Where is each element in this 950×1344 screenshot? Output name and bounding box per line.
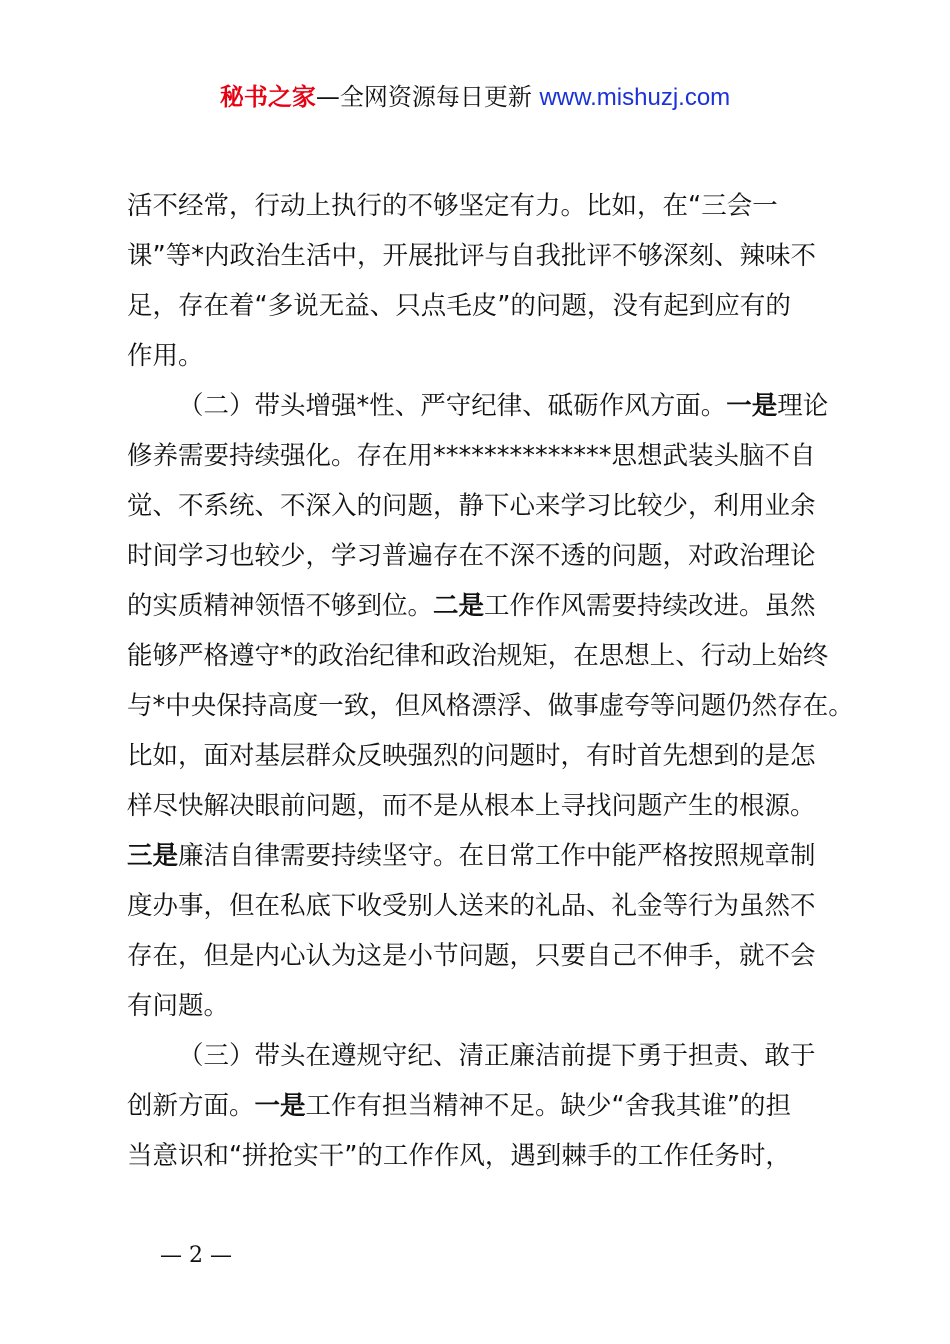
text-line: [127, 331, 837, 381]
bold-lead-phrase: 一是: [726, 391, 778, 421]
text-line: [127, 781, 837, 831]
text-run: 作用。: [127, 341, 204, 371]
text-line: [127, 1131, 837, 1181]
text-run: 样尽快解决眼前问题，而不是从根本上寻找问题产生的根源。: [127, 791, 816, 821]
text-run: 与*中央保持高度一致，但风格漂浮、做事虚夸等问题仍然存在。: [127, 691, 854, 721]
bold-lead-phrase: 三是: [127, 841, 179, 871]
text-line: [127, 481, 837, 531]
text-line: [127, 981, 837, 1031]
text-run: 课”等*内政治生活中，开展批评与自我批评不够深刻、辣味不: [127, 241, 816, 271]
text-line: [127, 431, 837, 481]
text-line: [127, 181, 837, 231]
text-run: 的实质精神领悟不够到位。: [127, 591, 434, 621]
text-run: 存在，但是内心认为这是小节问题，只要自己不伸手，就不会: [127, 941, 816, 971]
bold-lead-phrase: 二是: [433, 591, 485, 621]
text-run: 有问题。: [127, 991, 230, 1021]
text-line: [127, 931, 837, 981]
page-number: — 2 —: [160, 1243, 232, 1268]
text-run: 工作有担当精神不足。缺少“舍我其谁”的担: [305, 1091, 791, 1121]
text-run: 活不经常，行动上执行的不够坚定有力。比如，在“三会一: [127, 191, 778, 221]
text-line: [127, 631, 837, 681]
text-line: [127, 1031, 837, 1081]
brand-name: 秘书之家: [219, 83, 316, 111]
text-run: 度办事，但在私底下收受别人送来的礼品、礼金等行为虽然不: [127, 891, 816, 921]
text-line: [127, 1081, 837, 1131]
text-run: （三）带头在遵规守纪、清正廉洁前提下勇于担责、敢于: [178, 1041, 816, 1071]
text-run: 足，存在着“多说无益、只点毛皮”的问题，没有起到应有的: [127, 291, 791, 321]
site-url[interactable]: www.mishuzj.com: [539, 84, 731, 111]
text-line: [127, 281, 837, 331]
document-body: [127, 181, 854, 1181]
text-run: （二）带头增强*性、严守纪律、砥砺作风方面。: [178, 391, 727, 421]
text-line: [127, 231, 837, 281]
text-run: 比如，面对基层群众反映强烈的问题时，有时首先想到的是怎: [127, 741, 816, 771]
banner-slogan: —全网资源每日更新: [315, 83, 540, 111]
text-line: [127, 381, 837, 431]
site-banner: [0, 82, 950, 113]
text-run: 创新方面。: [127, 1091, 255, 1121]
text-line: [127, 831, 837, 881]
text-run: 廉洁自律需要持续坚守。在日常工作中能严格按照规章制: [178, 841, 816, 871]
text-run: 觉、不系统、不深入的问题，静下心来学习比较少，利用业余: [127, 491, 816, 521]
text-line: [127, 531, 837, 581]
text-run: 工作作风需要持续改进。虽然: [484, 591, 816, 621]
text-line: [127, 681, 854, 731]
text-line: [127, 881, 837, 931]
text-run: 修养需要持续强化。存在用**************思想武装头脑不自: [127, 441, 816, 471]
text-line: [127, 731, 837, 781]
text-run: 理论: [777, 391, 829, 421]
text-run: 能够严格遵守*的政治纪律和政治规矩，在思想上、行动上始终: [127, 641, 829, 671]
text-run: 当意识和“拼抢实干”的工作作风，遇到棘手的工作任务时，: [127, 1141, 791, 1171]
text-run: 时间学习也较少，学习普遍存在不深不透的问题，对政治理论: [127, 541, 816, 571]
text-line: [127, 581, 837, 631]
bold-lead-phrase: 一是: [254, 1091, 306, 1121]
